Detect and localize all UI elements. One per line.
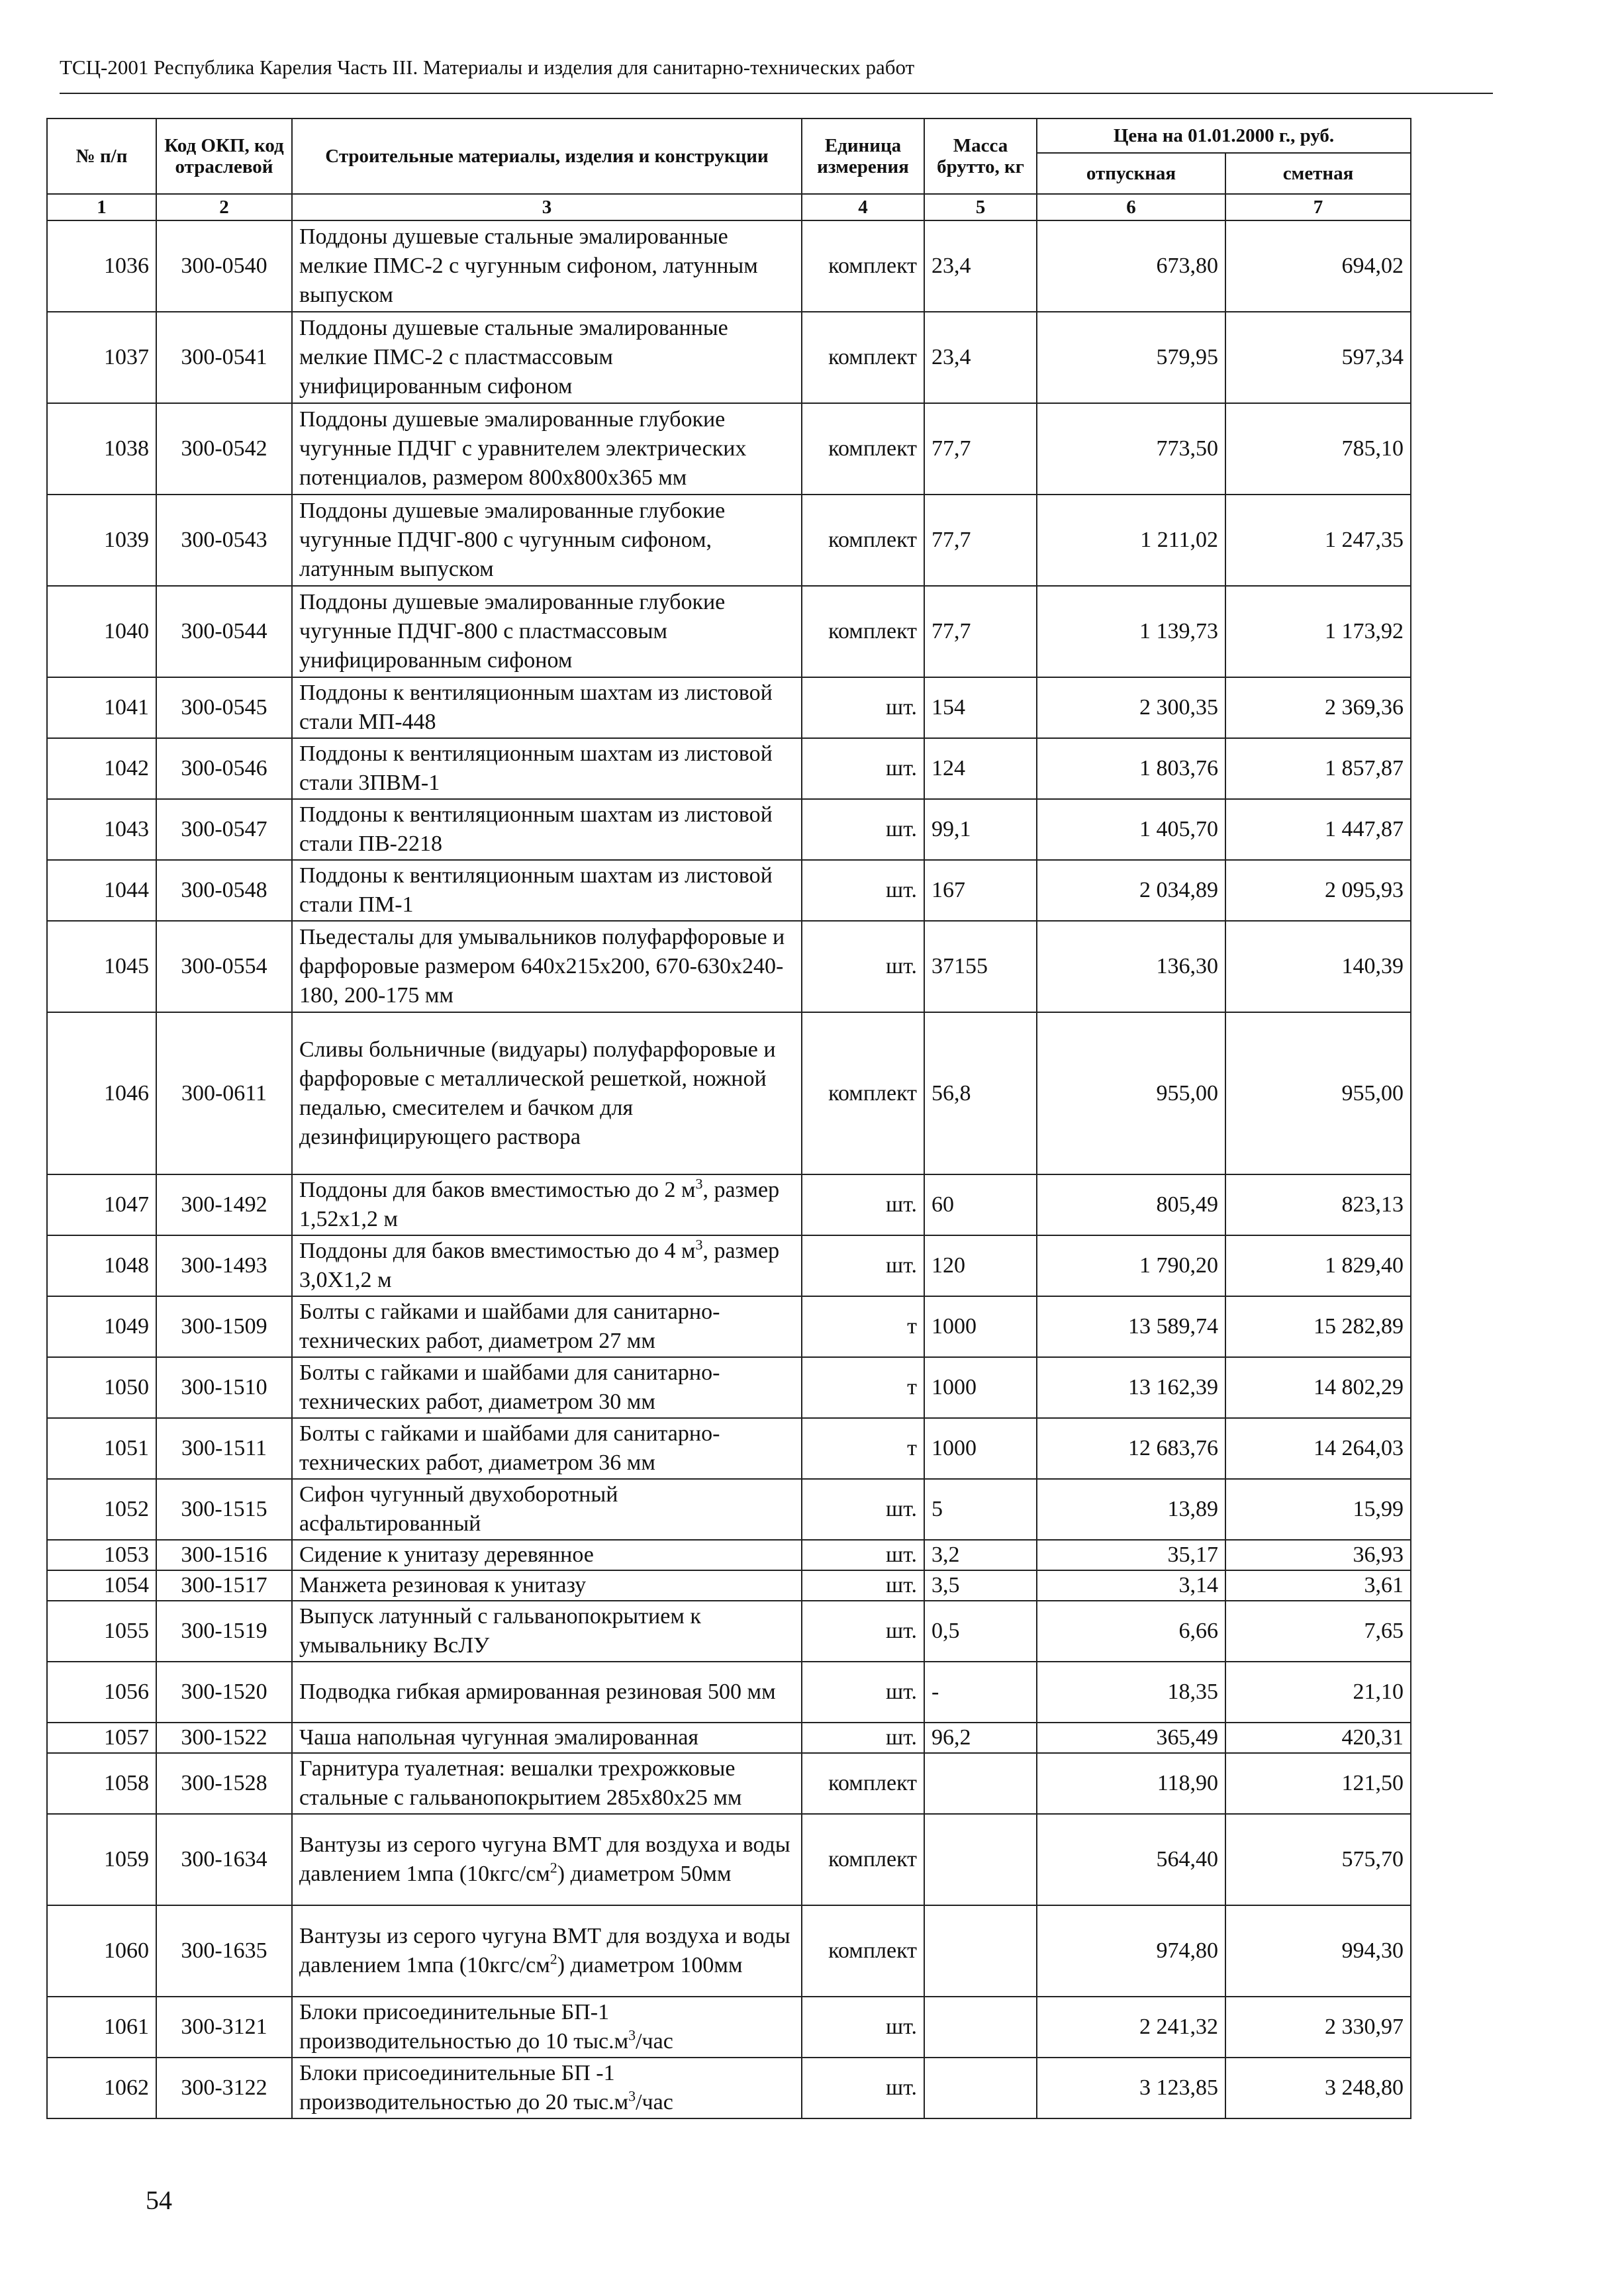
- row-price-estimate: 575,70: [1225, 1814, 1411, 1905]
- row-mass: [924, 1753, 1037, 1814]
- row-name: Пьедесталы для умывальников полуфарфоровые и фарфоровые размером 640x215x200, 670-630x240-180, 200-175 мм: [292, 921, 802, 1012]
- row-name-superscript: 2: [549, 1859, 557, 1876]
- row-price-release: 955,00: [1037, 1012, 1225, 1174]
- row-price-estimate: 597,34: [1225, 312, 1411, 403]
- row-number: 1048: [47, 1235, 156, 1296]
- row-code: 300-0542: [156, 403, 292, 495]
- row-code: 300-3122: [156, 2058, 292, 2118]
- row-name: Поддоны душевые стальные эмалированные мелкие ПМС-2 с пластмассовым унифицированным сифоном: [292, 312, 802, 403]
- row-name-text: Вантузы из серого чугуна ВМТ для воздуха и воды давлением 1мпа (10кгс/см: [299, 1924, 790, 1977]
- row-number: 1038: [47, 403, 156, 495]
- row-number: 1040: [47, 586, 156, 677]
- row-mass: 5: [924, 1479, 1037, 1540]
- row-mass: 3,2: [924, 1540, 1037, 1570]
- row-name: [292, 2058, 802, 2118]
- row-code: 300-1510: [156, 1357, 292, 1418]
- table-row: [47, 1235, 1411, 1296]
- row-number: 1053: [47, 1540, 156, 1570]
- col-header-price-release: отпускная: [1037, 153, 1225, 194]
- row-mass: [924, 1905, 1037, 1997]
- row-unit: шт.: [802, 1997, 924, 2058]
- row-unit: шт.: [802, 1235, 924, 1296]
- table-row: [47, 1723, 1411, 1753]
- row-unit: шт.: [802, 1601, 924, 1662]
- table-row: [47, 1570, 1411, 1601]
- row-unit: комплект: [802, 312, 924, 403]
- page-number: 54: [146, 2185, 172, 2215]
- row-mass: 0,5: [924, 1601, 1037, 1662]
- row-name-superscript: 3: [628, 2026, 636, 2044]
- row-name-text: ) диаметром 50мм: [557, 1862, 732, 1886]
- row-price-release: 773,50: [1037, 403, 1225, 495]
- row-price-estimate: 1 173,92: [1225, 586, 1411, 677]
- table-row: [47, 1357, 1411, 1418]
- row-price-release: 3,14: [1037, 1570, 1225, 1601]
- row-unit: шт.: [802, 1540, 924, 1570]
- row-unit: комплект: [802, 1012, 924, 1174]
- row-number: 1044: [47, 860, 156, 921]
- row-mass: 1000: [924, 1418, 1037, 1479]
- row-unit: комплект: [802, 1753, 924, 1814]
- row-price-release: 673,80: [1037, 220, 1225, 312]
- row-price-estimate: 14 264,03: [1225, 1418, 1411, 1479]
- row-number: 1049: [47, 1296, 156, 1357]
- row-name: Сифон чугунный двухоборотный асфальтированный: [292, 1479, 802, 1540]
- table-row: [47, 677, 1411, 738]
- row-name-text: Поддоны для баков вместимостью до 4 м: [299, 1239, 696, 1263]
- row-name-text: /час: [636, 2029, 673, 2054]
- row-code: 300-1492: [156, 1174, 292, 1235]
- row-name: Выпуск латунный с гальванопокрытием к умывальнику ВсЛУ: [292, 1601, 802, 1662]
- row-code: 300-0540: [156, 220, 292, 312]
- row-number: 1052: [47, 1479, 156, 1540]
- row-price-estimate: 955,00: [1225, 1012, 1411, 1174]
- row-price-release: 2 300,35: [1037, 677, 1225, 738]
- table-row: [47, 1012, 1411, 1174]
- row-code: 300-0541: [156, 312, 292, 403]
- row-price-estimate: 1 857,87: [1225, 738, 1411, 799]
- row-price-release: 1 139,73: [1037, 586, 1225, 677]
- row-name-superscript: 3: [695, 1236, 703, 1253]
- row-mass: 23,4: [924, 220, 1037, 312]
- row-unit: комплект: [802, 1814, 924, 1905]
- row-price-release: 1 790,20: [1037, 1235, 1225, 1296]
- row-name-text: Поддоны для баков вместимостью до 2 м: [299, 1178, 696, 1202]
- row-unit: шт.: [802, 2058, 924, 2118]
- table-row: [47, 312, 1411, 403]
- row-mass: -: [924, 1662, 1037, 1723]
- row-name-text: Блоки присоединительные БП-1 производительностью до 10 тыс.м: [299, 2000, 629, 2054]
- table-row: [47, 860, 1411, 921]
- row-code: 300-1509: [156, 1296, 292, 1357]
- row-price-estimate: 2 330,97: [1225, 1997, 1411, 2058]
- row-mass: [924, 1814, 1037, 1905]
- col-header-num: № п/п: [47, 119, 156, 194]
- row-unit: т: [802, 1357, 924, 1418]
- row-mass: [924, 1997, 1037, 2058]
- table-row: [47, 1418, 1411, 1479]
- row-name: Поддоны душевые эмалированные глубокие чугунные ПДЧГ-800 с чугунным сифоном, латунным выпуском: [292, 495, 802, 586]
- row-code: 300-1520: [156, 1662, 292, 1723]
- row-name-text: Блоки присоединительные БП -1 производительностью до 20 тыс.м: [299, 2061, 629, 2114]
- row-number: 1057: [47, 1723, 156, 1753]
- row-number: 1036: [47, 220, 156, 312]
- row-name: Поддоны к вентиляционным шахтам из листовой стали ПВ-2218: [292, 799, 802, 860]
- row-number: 1047: [47, 1174, 156, 1235]
- col-number: 3: [292, 194, 802, 220]
- row-price-release: 564,40: [1037, 1814, 1225, 1905]
- row-name: Поддоны душевые стальные эмалированные мелкие ПМС-2 с чугунным сифоном, латунным выпуском: [292, 220, 802, 312]
- col-header-unit: Единица измерения: [802, 119, 924, 194]
- row-name: Болты с гайками и шайбами для санитарно-технических работ, диаметром 27 мм: [292, 1296, 802, 1357]
- col-header-mass: Масса брутто, кг: [924, 119, 1037, 194]
- row-price-release: 13,89: [1037, 1479, 1225, 1540]
- row-code: 300-1493: [156, 1235, 292, 1296]
- col-number: 7: [1225, 194, 1411, 220]
- row-number: 1054: [47, 1570, 156, 1601]
- row-unit: шт.: [802, 1174, 924, 1235]
- table-row: [47, 1174, 1411, 1235]
- row-name: Болты с гайками и шайбами для санитарно-технических работ, диаметром 36 мм: [292, 1418, 802, 1479]
- row-number: 1058: [47, 1753, 156, 1814]
- row-name: Поддоны душевые эмалированные глубокие чугунные ПДЧГ с уравнителем электрических потенциалов, размером 800x800x365 мм: [292, 403, 802, 495]
- col-number: 5: [924, 194, 1037, 220]
- row-number: 1039: [47, 495, 156, 586]
- row-mass: 77,7: [924, 586, 1037, 677]
- row-unit: комплект: [802, 220, 924, 312]
- row-price-release: 1 211,02: [1037, 495, 1225, 586]
- running-header: ТСЦ-2001 Республика Карелия Часть III. Материалы и изделия для санитарно-технических работ: [60, 56, 915, 79]
- price-table: [46, 118, 1411, 2119]
- row-price-estimate: 140,39: [1225, 921, 1411, 1012]
- row-name: Сливы больничные (видуары) полуфарфоровые и фарфоровые с металлической решеткой, ножной педалью, смесителем и бачком для дезинфицирующего раствора: [292, 1012, 802, 1174]
- row-unit: шт.: [802, 1479, 924, 1540]
- row-name: [292, 1997, 802, 2058]
- row-number: 1041: [47, 677, 156, 738]
- row-unit: шт.: [802, 677, 924, 738]
- col-header-code: Код ОКП, код отраслевой: [156, 119, 292, 194]
- row-number: 1050: [47, 1357, 156, 1418]
- row-price-release: 3 123,85: [1037, 2058, 1225, 2118]
- row-price-estimate: 3,61: [1225, 1570, 1411, 1601]
- row-code: 300-0547: [156, 799, 292, 860]
- row-code: 300-0543: [156, 495, 292, 586]
- row-mass: 120: [924, 1235, 1037, 1296]
- row-mass: 99,1: [924, 799, 1037, 860]
- row-code: 300-1515: [156, 1479, 292, 1540]
- row-mass: 124: [924, 738, 1037, 799]
- row-price-release: 1 405,70: [1037, 799, 1225, 860]
- table-row: [47, 1814, 1411, 1905]
- row-name: Гарнитура туалетная: вешалки трехрожковые стальные с гальванопокрытием 285x80x25 мм: [292, 1753, 802, 1814]
- row-name: Чаша напольная чугунная эмалированная: [292, 1723, 802, 1753]
- row-price-release: 12 683,76: [1037, 1418, 1225, 1479]
- col-number: 1: [47, 194, 156, 220]
- row-price-estimate: 2 369,36: [1225, 677, 1411, 738]
- col-header-price-estimate: сметная: [1225, 153, 1411, 194]
- row-unit: т: [802, 1296, 924, 1357]
- row-price-estimate: 21,10: [1225, 1662, 1411, 1723]
- row-name: Поддоны душевые эмалированные глубокие чугунные ПДЧГ-800 с пластмассовым унифицированным сифоном: [292, 586, 802, 677]
- row-price-estimate: 14 802,29: [1225, 1357, 1411, 1418]
- row-mass: 167: [924, 860, 1037, 921]
- table-row: [47, 921, 1411, 1012]
- row-price-estimate: 1 247,35: [1225, 495, 1411, 586]
- row-name: Сидение к унитазу деревянное: [292, 1540, 802, 1570]
- row-name: Болты с гайками и шайбами для санитарно-технических работ, диаметром 30 мм: [292, 1357, 802, 1418]
- row-number: 1062: [47, 2058, 156, 2118]
- row-mass: 154: [924, 677, 1037, 738]
- row-name-text: Вантузы из серого чугуна ВМТ для воздуха и воды давлением 1мпа (10кгс/см: [299, 1832, 790, 1886]
- row-name: Поддоны к вентиляционным шахтам из листовой стали ПМ-1: [292, 860, 802, 921]
- row-mass: 96,2: [924, 1723, 1037, 1753]
- row-price-release: 13 589,74: [1037, 1296, 1225, 1357]
- row-name-superscript: 3: [695, 1175, 703, 1192]
- row-price-estimate: 7,65: [1225, 1601, 1411, 1662]
- row-code: 300-0546: [156, 738, 292, 799]
- row-price-release: 365,49: [1037, 1723, 1225, 1753]
- row-mass: 56,8: [924, 1012, 1037, 1174]
- row-mass: [924, 2058, 1037, 2118]
- row-mass: 60: [924, 1174, 1037, 1235]
- col-number: 4: [802, 194, 924, 220]
- row-code: 300-0548: [156, 860, 292, 921]
- row-mass: 37155: [924, 921, 1037, 1012]
- row-price-estimate: 15,99: [1225, 1479, 1411, 1540]
- row-name-text: , размер 3,0X1,2 м: [299, 1239, 780, 1292]
- table-body: [47, 220, 1411, 2118]
- row-unit: шт.: [802, 921, 924, 1012]
- row-number: 1056: [47, 1662, 156, 1723]
- row-unit: шт.: [802, 1662, 924, 1723]
- table-row: [47, 1540, 1411, 1570]
- row-code: 300-1516: [156, 1540, 292, 1570]
- row-unit: шт.: [802, 799, 924, 860]
- row-price-estimate: 694,02: [1225, 220, 1411, 312]
- header-rule: [60, 93, 1493, 94]
- row-unit: т: [802, 1418, 924, 1479]
- row-price-estimate: 1 447,87: [1225, 799, 1411, 860]
- row-price-estimate: 36,93: [1225, 1540, 1411, 1570]
- row-price-release: 579,95: [1037, 312, 1225, 403]
- row-name: Подводка гибкая армированная резиновая 500 мм: [292, 1662, 802, 1723]
- table-row: [47, 799, 1411, 860]
- row-number: 1043: [47, 799, 156, 860]
- row-mass: 3,5: [924, 1570, 1037, 1601]
- table-row: [47, 2058, 1411, 2118]
- row-code: 300-1522: [156, 1723, 292, 1753]
- row-number: 1051: [47, 1418, 156, 1479]
- row-name: [292, 1814, 802, 1905]
- row-price-estimate: 994,30: [1225, 1905, 1411, 1997]
- row-number: 1042: [47, 738, 156, 799]
- row-price-estimate: 420,31: [1225, 1723, 1411, 1753]
- row-price-release: 35,17: [1037, 1540, 1225, 1570]
- row-code: 300-1519: [156, 1601, 292, 1662]
- row-price-release: 2 034,89: [1037, 860, 1225, 921]
- table-row: [47, 1753, 1411, 1814]
- table-row: [47, 1905, 1411, 1997]
- row-price-release: 1 803,76: [1037, 738, 1225, 799]
- row-name-text: ) диаметром 100мм: [557, 1953, 743, 1977]
- row-price-release: 136,30: [1037, 921, 1225, 1012]
- row-price-estimate: 2 095,93: [1225, 860, 1411, 921]
- row-unit: шт.: [802, 738, 924, 799]
- row-code: 300-0544: [156, 586, 292, 677]
- row-unit: комплект: [802, 586, 924, 677]
- row-code: 300-1635: [156, 1905, 292, 1997]
- row-name-text: , размер 1,52x1,2 м: [299, 1178, 780, 1231]
- row-number: 1037: [47, 312, 156, 403]
- row-mass: 1000: [924, 1357, 1037, 1418]
- row-unit: комплект: [802, 1905, 924, 1997]
- row-price-estimate: 785,10: [1225, 403, 1411, 495]
- row-unit: шт.: [802, 1723, 924, 1753]
- row-code: 300-1528: [156, 1753, 292, 1814]
- row-code: 300-0611: [156, 1012, 292, 1174]
- table-row: [47, 220, 1411, 312]
- table-row: [47, 738, 1411, 799]
- row-code: 300-1634: [156, 1814, 292, 1905]
- row-price-estimate: 1 829,40: [1225, 1235, 1411, 1296]
- table-row: [47, 1662, 1411, 1723]
- row-price-release: 118,90: [1037, 1753, 1225, 1814]
- table-row: [47, 495, 1411, 586]
- col-number: 2: [156, 194, 292, 220]
- row-price-estimate: 823,13: [1225, 1174, 1411, 1235]
- table-row: [47, 1601, 1411, 1662]
- row-code: 300-0554: [156, 921, 292, 1012]
- row-name: Поддоны к вентиляционным шахтам из листовой стали МП-448: [292, 677, 802, 738]
- row-price-estimate: 3 248,80: [1225, 2058, 1411, 2118]
- row-price-estimate: 15 282,89: [1225, 1296, 1411, 1357]
- row-mass: 1000: [924, 1296, 1037, 1357]
- col-number: 6: [1037, 194, 1225, 220]
- row-unit: комплект: [802, 495, 924, 586]
- row-code: 300-3121: [156, 1997, 292, 2058]
- row-name-superscript: 2: [549, 1950, 557, 1968]
- row-price-release: 13 162,39: [1037, 1357, 1225, 1418]
- row-price-release: 974,80: [1037, 1905, 1225, 1997]
- row-unit: шт.: [802, 860, 924, 921]
- row-code: 300-1517: [156, 1570, 292, 1601]
- table-row: [47, 586, 1411, 677]
- row-code: 300-1511: [156, 1418, 292, 1479]
- row-name: [292, 1174, 802, 1235]
- row-price-release: 805,49: [1037, 1174, 1225, 1235]
- row-number: 1061: [47, 1997, 156, 2058]
- col-header-price-group: Цена на 01.01.2000 г., руб.: [1037, 119, 1411, 153]
- row-mass: 77,7: [924, 403, 1037, 495]
- row-price-release: 18,35: [1037, 1662, 1225, 1723]
- row-unit: шт.: [802, 1570, 924, 1601]
- row-number: 1055: [47, 1601, 156, 1662]
- row-name: Манжета резиновая к унитазу: [292, 1570, 802, 1601]
- table-row: [47, 1296, 1411, 1357]
- row-name-text: /час: [636, 2090, 673, 2114]
- table-row: [47, 1479, 1411, 1540]
- row-number: 1059: [47, 1814, 156, 1905]
- row-number: 1060: [47, 1905, 156, 1997]
- row-price-release: 2 241,32: [1037, 1997, 1225, 2058]
- table-row: [47, 1997, 1411, 2058]
- row-name: [292, 1235, 802, 1296]
- row-mass: 77,7: [924, 495, 1037, 586]
- col-header-name: Строительные материалы, изделия и конструкции: [292, 119, 802, 194]
- row-name: [292, 1905, 802, 1997]
- row-price-release: 6,66: [1037, 1601, 1225, 1662]
- row-name-superscript: 3: [628, 2087, 636, 2105]
- row-price-estimate: 121,50: [1225, 1753, 1411, 1814]
- table-row: [47, 403, 1411, 495]
- row-name: Поддоны к вентиляционным шахтам из листовой стали 3ПВМ-1: [292, 738, 802, 799]
- row-mass: 23,4: [924, 312, 1037, 403]
- row-unit: комплект: [802, 403, 924, 495]
- row-code: 300-0545: [156, 677, 292, 738]
- row-number: 1046: [47, 1012, 156, 1174]
- row-number: 1045: [47, 921, 156, 1012]
